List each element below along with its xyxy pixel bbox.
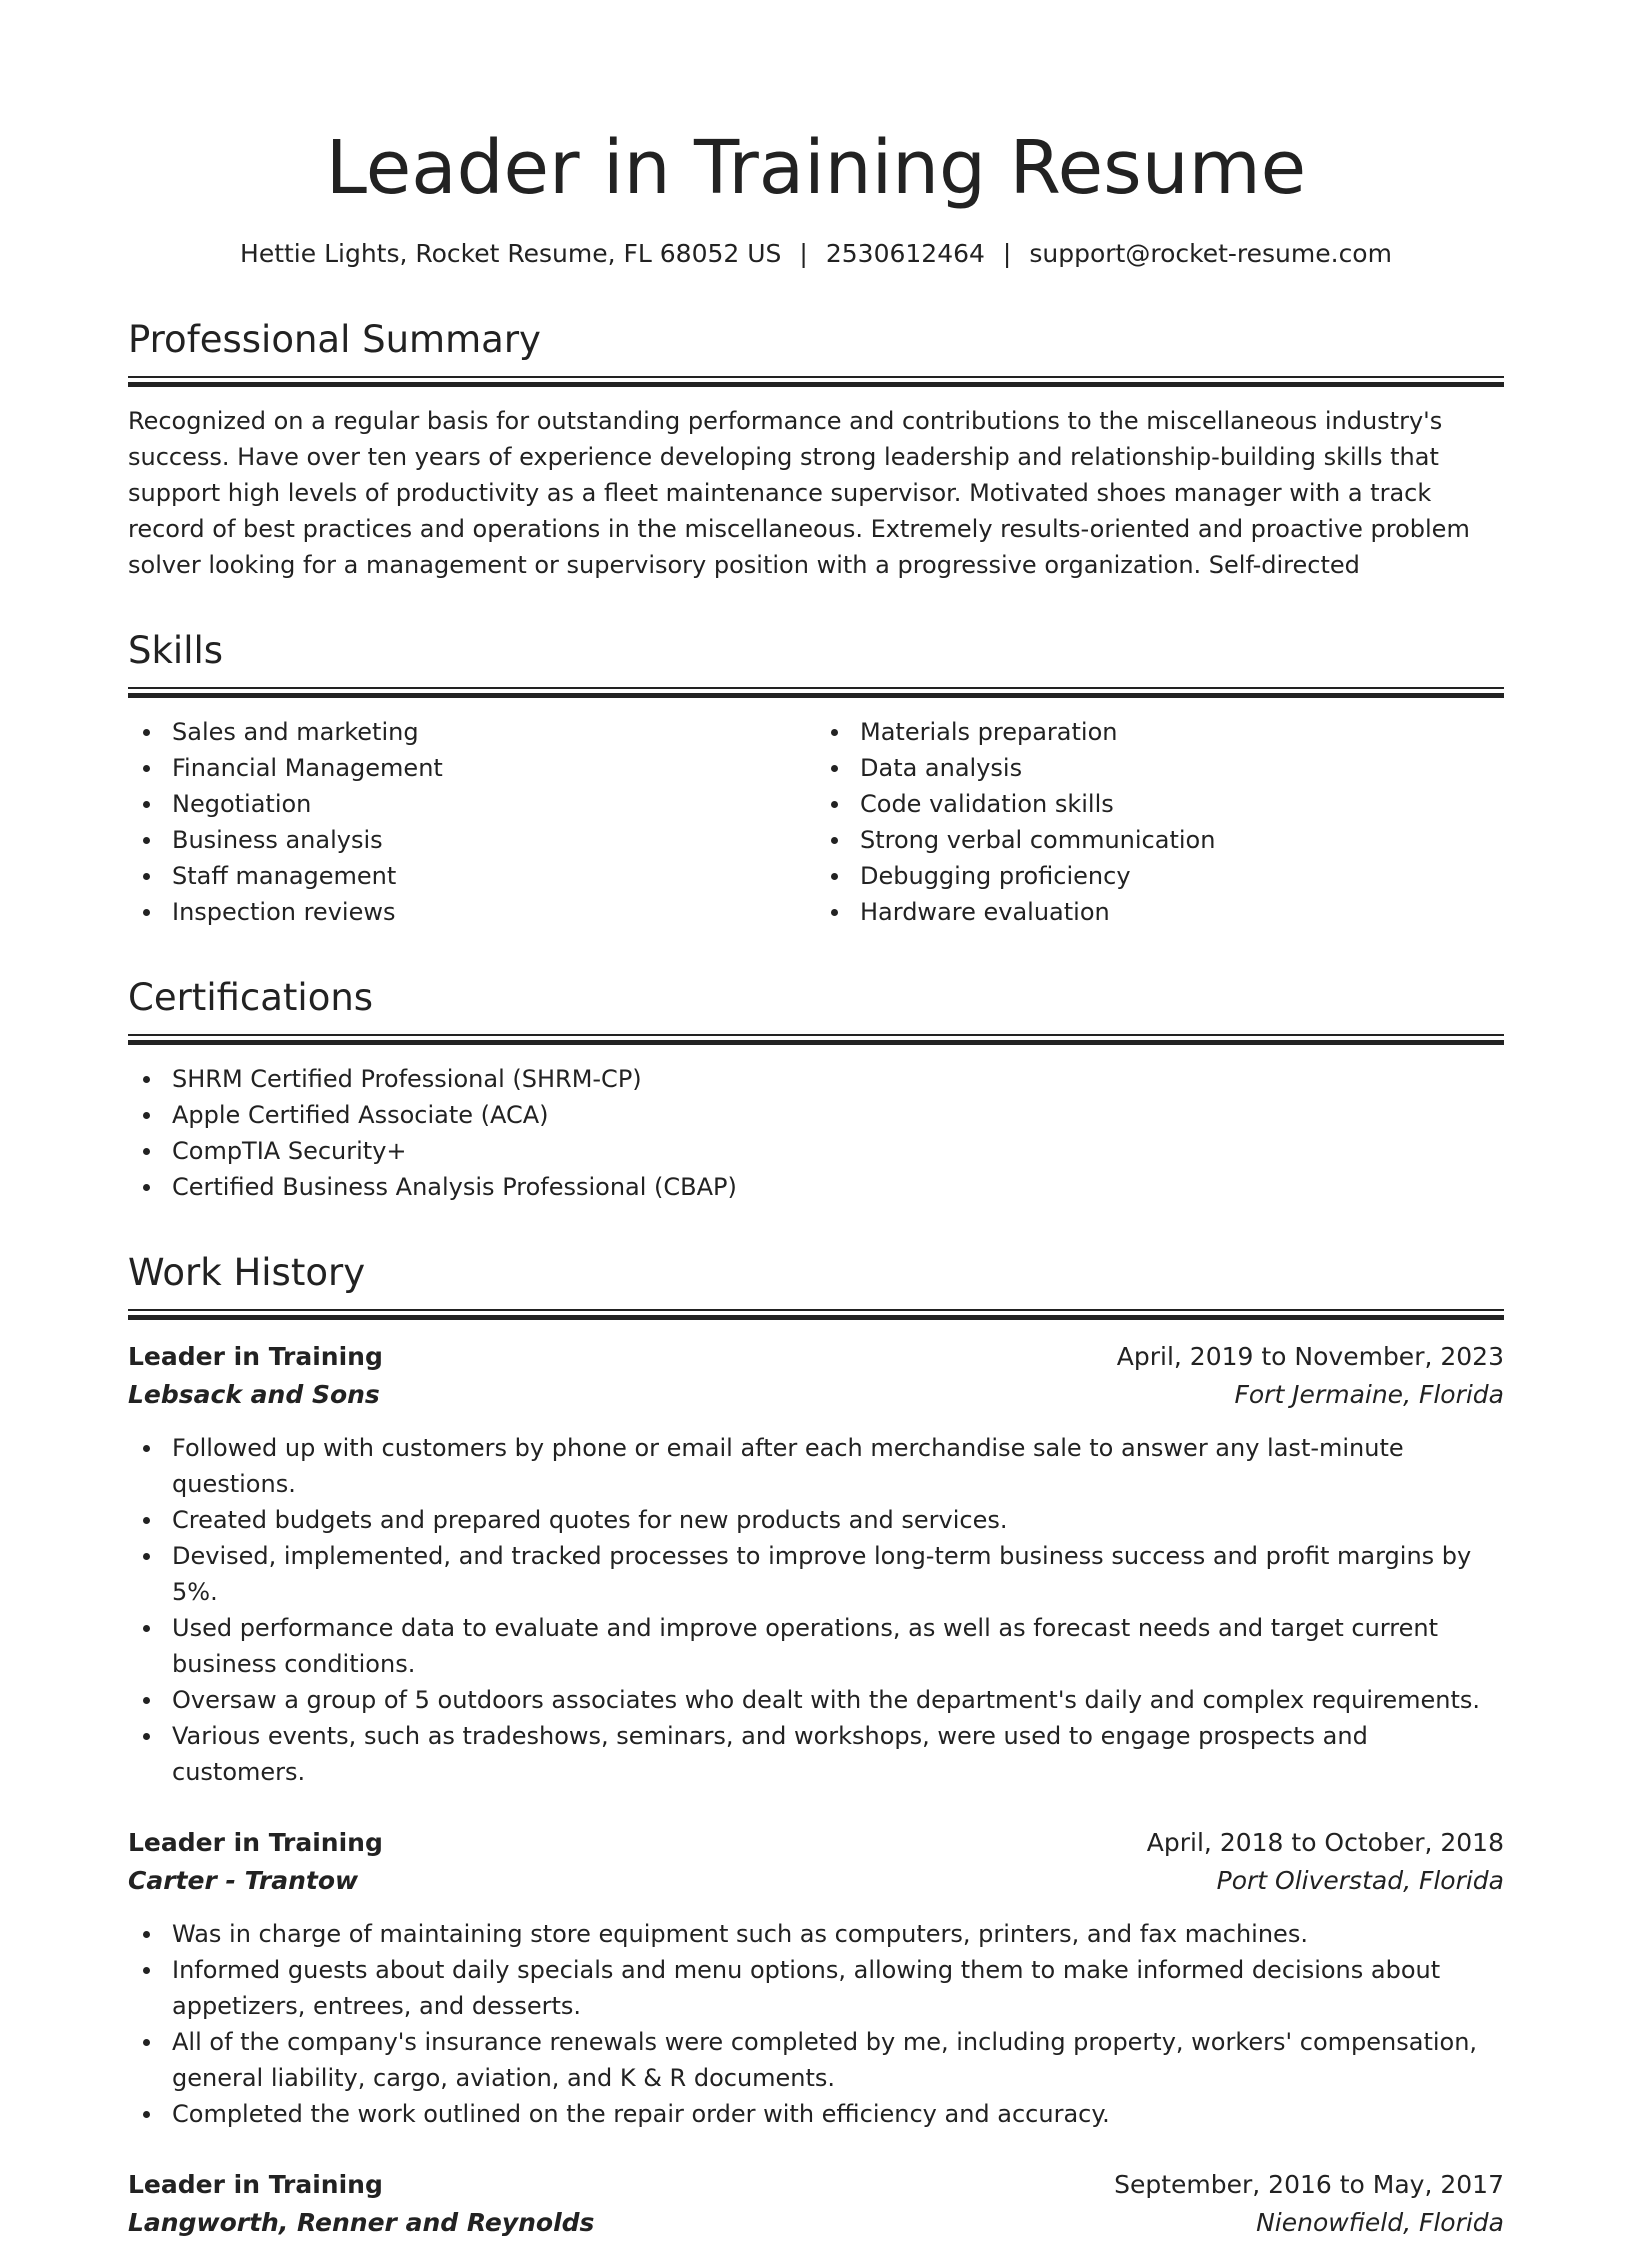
job-company: Langworth, Renner and Reynolds — [128, 2208, 595, 2237]
skill-item: Code validation skills — [816, 786, 1504, 822]
skill-item: Staff management — [128, 858, 816, 894]
skills-left-list — [128, 714, 816, 930]
contact-separator: | — [1002, 239, 1012, 268]
summary-section-header — [128, 318, 1504, 387]
job-bullet: Devised, implemented, and tracked processes to improve long-term business success and profit margins by 5%. — [128, 1538, 1504, 1610]
skill-item: Debugging proficiency — [816, 858, 1504, 894]
job-company-row — [128, 2204, 1504, 2242]
job-bullet: Completed the work outlined on the repair order with efficiency and accuracy. — [128, 2096, 1504, 2132]
section-divider — [128, 687, 1504, 698]
job-location: Port Oliverstad, Florida — [1216, 1866, 1504, 1895]
contact-line — [128, 236, 1504, 272]
job-bullet-list — [128, 1916, 1504, 2132]
skill-item: Sales and marketing — [128, 714, 816, 750]
job-title-row — [128, 2166, 1504, 2204]
skills-heading: Skills — [128, 629, 224, 672]
job-bullet: Informed guests about daily specials and menu options, allowing them to make informed decisions about appetizers, entrees, and desserts. — [128, 1952, 1504, 2024]
job-bullet: Used performance data to evaluate and improve operations, as well as forecast needs and target current business conditions. — [128, 1610, 1504, 1682]
contact-email: support@rocket-resume.com — [1029, 239, 1392, 268]
job-entry — [128, 2166, 1504, 2242]
job-bullet: Created budgets and prepared quotes for new products and services. — [128, 1502, 1504, 1538]
certification-item: SHRM Certified Professional (SHRM-CP) — [128, 1061, 1504, 1097]
skills-columns — [128, 714, 1504, 930]
job-company: Lebsack and Sons — [128, 1380, 380, 1409]
summary-heading: Professional Summary — [128, 318, 541, 361]
contact-separator: | — [799, 239, 808, 268]
job-company-row — [128, 1376, 1504, 1414]
skills-section-header — [128, 629, 1504, 698]
skills-right-list — [816, 714, 1504, 930]
job-bullet: Oversaw a group of 5 outdoors associates who dealt with the department's daily and complex requirements. — [128, 1682, 1504, 1718]
job-title: Leader in Training — [128, 2170, 383, 2199]
skill-item: Hardware evaluation — [816, 894, 1504, 930]
summary-text: Recognized on a regular basis for outstanding performance and contributions to the miscellaneous industry's success. Have over ten years of experience developing strong leadership and relationship-building skills that support high levels of productivity as a fleet maintenance supervisor. Motivated shoes manager with a track record of best practices and operations in the miscellaneous. Extremely results-oriented and proactive problem solver looking for a management or supervisory position with a progressive organization. Self-directed — [128, 407, 1470, 579]
skill-item: Data analysis — [816, 750, 1504, 786]
job-dates: September, 2016 to May, 2017 — [1114, 2170, 1504, 2199]
job-bullet: Was in charge of maintaining store equipment such as computers, printers, and fax machines. — [128, 1916, 1504, 1952]
job-bullet: All of the company's insurance renewals were completed by me, including property, workers' compensation, general liability, cargo, aviation, and K & R documents. — [128, 2024, 1504, 2096]
job-company-row — [128, 1862, 1504, 1900]
contact-address: Hettie Lights, Rocket Resume, FL 68052 US — [240, 239, 782, 268]
job-title-row — [128, 1824, 1504, 1862]
work-heading: Work History — [128, 1251, 366, 1294]
job-company: Carter - Trantow — [128, 1866, 359, 1895]
job-location: Nienowfield, Florida — [1256, 2208, 1504, 2237]
job-title: Leader in Training — [128, 1828, 383, 1857]
job-dates: April, 2018 to October, 2018 — [1146, 1828, 1504, 1857]
skill-item: Negotiation — [128, 786, 816, 822]
job-title: Leader in Training — [128, 1342, 383, 1371]
certification-item: CompTIA Security+ — [128, 1133, 1504, 1169]
page-title: Leader in Training Resume — [325, 125, 1307, 211]
certification-item: Apple Certified Associate (ACA) — [128, 1097, 1504, 1133]
certifications-section-header — [128, 976, 1504, 1045]
job-title-row — [128, 1338, 1504, 1376]
section-divider — [128, 376, 1504, 387]
section-divider — [128, 1034, 1504, 1045]
job-bullet-list — [128, 1430, 1504, 1790]
work-section-header — [128, 1251, 1504, 1320]
certification-item: Certified Business Analysis Professional (CBAP) — [128, 1169, 1504, 1205]
contact-phone: 2530612464 — [825, 239, 985, 268]
section-divider — [128, 1309, 1504, 1320]
skill-item: Financial Management — [128, 750, 816, 786]
job-dates: April, 2019 to November, 2023 — [1116, 1342, 1504, 1371]
job-entry — [128, 1824, 1504, 2132]
job-entry — [128, 1338, 1504, 1790]
job-location: Fort Jermaine, Florida — [1234, 1380, 1504, 1409]
skill-item: Materials preparation — [816, 714, 1504, 750]
job-bullet: Various events, such as tradeshows, seminars, and workshops, were used to engage prospects and customers. — [128, 1718, 1504, 1790]
job-bullet: Followed up with customers by phone or email after each merchandise sale to answer any last-minute questions. — [128, 1430, 1504, 1502]
certifications-heading: Certifications — [128, 976, 374, 1019]
skill-item: Business analysis — [128, 822, 816, 858]
skill-item: Strong verbal communication — [816, 822, 1504, 858]
skill-item: Inspection reviews — [128, 894, 816, 930]
certifications-list — [128, 1061, 1504, 1205]
